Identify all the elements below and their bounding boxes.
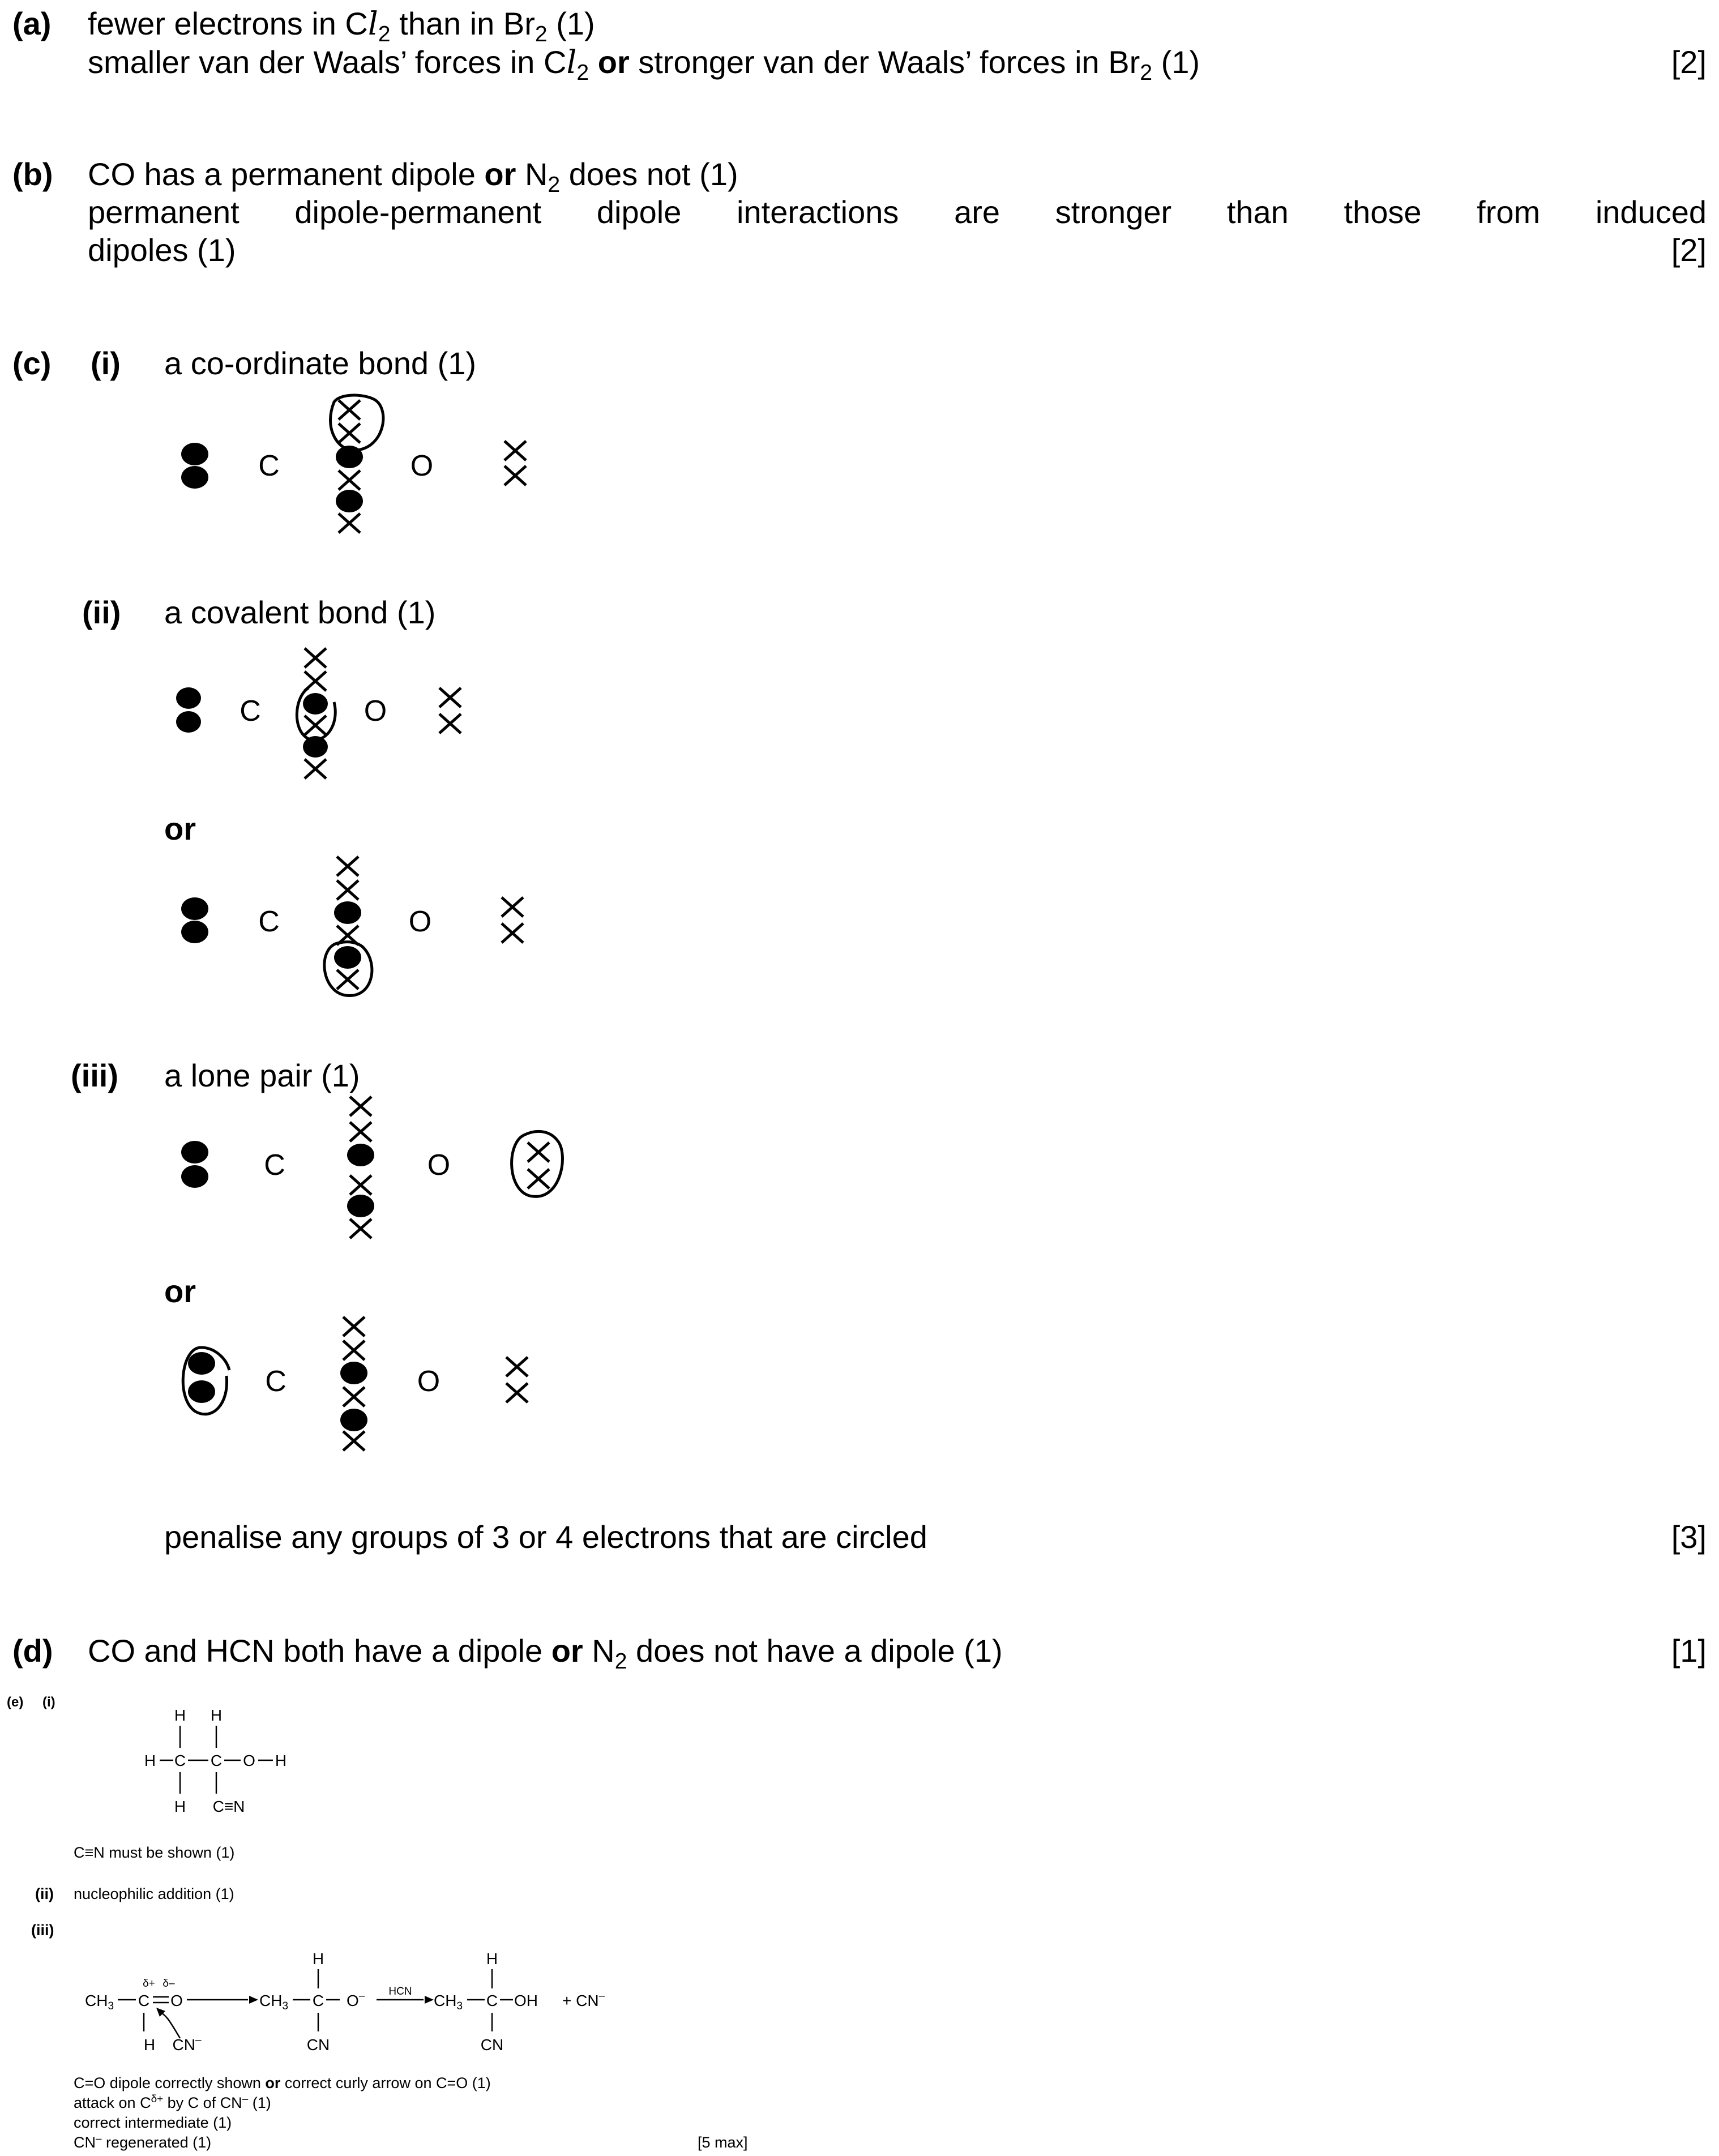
electron-dot <box>188 1380 215 1403</box>
part-b-line-3: dipoles (1) <box>88 232 236 268</box>
superscript: – <box>242 2093 249 2105</box>
note-text: regenerated (1) <box>101 2134 212 2151</box>
ch3-group: $CH_3$ <box>259 1992 289 2012</box>
oxygen-symbol: O <box>410 450 434 482</box>
atom-h: H <box>275 1752 287 1769</box>
carbon-symbol: C <box>264 1149 285 1182</box>
part-d-text <box>88 1632 1003 1674</box>
part-c-penalty: penalise any groups of 3 or 4 electrons that are circled <box>164 1519 927 1555</box>
part-a-mark: [2] <box>1671 44 1707 80</box>
diagram-c-iii-b <box>183 1317 528 1451</box>
nitrile-group: CN <box>480 2036 504 2054</box>
part-d-mark: [1] <box>1671 1633 1707 1669</box>
subscript: 2 <box>378 22 391 47</box>
electron-cross <box>339 424 360 443</box>
ch3-group: $CH_3$ <box>85 1992 114 2012</box>
superscript: δ+ <box>151 2093 164 2105</box>
subscript: 2 <box>614 1649 627 1674</box>
curly-arrow <box>159 2011 180 2038</box>
atom-h: H <box>144 1752 156 1769</box>
electron-dot <box>347 1195 374 1217</box>
part-c-iii-label: (iii) <box>71 1058 118 1093</box>
electron-cross <box>339 400 360 420</box>
part-b-mark: [2] <box>1671 232 1707 268</box>
superscript: – <box>96 2133 102 2145</box>
part-b-label: (b) <box>12 156 53 192</box>
part-e-i-label: (i) <box>42 1695 55 1710</box>
oxide-ion: O– <box>347 1990 365 2009</box>
circle-mark <box>512 1131 563 1196</box>
regenerated-cyanide: + CN– <box>562 1990 605 2009</box>
subscript: 2 <box>548 173 561 198</box>
note-text: correct curly arrow on C=O (1) <box>280 2074 491 2091</box>
electron-cross <box>350 1175 371 1195</box>
carbon-symbol: C <box>258 450 280 482</box>
part-c-mark: [3] <box>1671 1519 1707 1555</box>
electron-dot <box>336 490 363 512</box>
part-a-label: (a) <box>12 6 52 41</box>
reagent-hcn: HCN <box>388 1986 412 1997</box>
electron-cross <box>337 970 358 989</box>
part-c-iii-text: a lone pair (1) <box>164 1058 360 1093</box>
hydroxyl-group: OH <box>514 1992 538 2009</box>
part-a-line-1-pre: fewer electrons in C <box>88 6 368 41</box>
carbon-symbol: C <box>258 905 280 938</box>
part-e-iii-label: (iii) <box>31 1922 54 1939</box>
structure-e-i <box>144 1706 286 1815</box>
part-b-line-1-pre: CO has a permanent dipole <box>88 156 485 192</box>
electron-cross <box>337 880 358 900</box>
electron-cross <box>504 466 526 485</box>
part-e-iii-note-4 <box>74 2133 211 2152</box>
part-e-i-note: C≡N must be shown (1) <box>74 1844 235 1861</box>
electron-cross <box>350 1097 371 1116</box>
electron-cross <box>502 923 523 943</box>
atom-h: H <box>143 2036 156 2054</box>
part-b-line-1-post: does not (1) <box>560 156 738 192</box>
electron-cross <box>339 470 360 490</box>
electron-dot <box>181 921 208 943</box>
diagram-c-iii-a <box>181 1097 562 1238</box>
part-c-iii-or: or <box>164 1273 196 1309</box>
part-a-line-2-p1: smaller van der Waals’ forces in C <box>88 44 567 80</box>
part-c-label: (c) <box>12 345 52 381</box>
or-keyword: or <box>597 44 630 80</box>
electron-cross <box>350 1219 371 1238</box>
electron-cross <box>439 714 461 733</box>
electron-cross <box>343 1317 365 1336</box>
electron-cross <box>528 1143 549 1162</box>
oxygen-symbol: O <box>364 695 387 728</box>
chlorine-l: l <box>566 44 577 81</box>
electron-cross <box>305 716 326 735</box>
part-d-text-post: does not have a dipole (1) <box>627 1633 1003 1669</box>
electron-dot <box>340 1362 367 1384</box>
subscript: 2 <box>534 22 548 47</box>
part-c-ii-label: (ii) <box>82 594 121 630</box>
chlorine-l: l <box>367 6 378 42</box>
cyanide-ion: CN– <box>172 2034 202 2054</box>
or-keyword: or <box>551 1633 583 1669</box>
electron-dot <box>181 466 208 489</box>
part-a-line-1-post: (1) <box>547 6 595 41</box>
electron-dot <box>181 897 208 920</box>
electron-dot <box>181 1165 208 1188</box>
atom-o: O <box>243 1752 255 1769</box>
delta-minus: δ– <box>163 1978 175 1990</box>
diagram-c-ii-b <box>181 857 523 996</box>
note-text: attack on C <box>74 2094 151 2111</box>
carbon-symbol: C <box>265 1365 286 1398</box>
electron-cross <box>337 857 358 876</box>
note-text: CN <box>74 2134 96 2151</box>
oxygen-symbol: O <box>427 1149 451 1182</box>
electron-cross <box>339 514 360 533</box>
subscript: 2 <box>576 61 589 85</box>
electron-cross <box>506 1383 528 1402</box>
electron-dot <box>188 1352 215 1375</box>
part-a-line-1-mid: than in Br <box>390 6 535 41</box>
electron-cross <box>502 897 523 917</box>
electron-dot <box>340 1409 367 1431</box>
part-b-line-2: permanent dipole-permanent dipole interactions are stronger than those from induced <box>88 194 1707 230</box>
mechanism-e-iii <box>85 1950 605 2054</box>
atom-o: O <box>170 1992 183 2009</box>
atom-c: C <box>210 1752 223 1769</box>
part-a-line-2-p2: stronger van der Waals’ forces in Br <box>629 44 1140 80</box>
electron-dot <box>334 901 361 924</box>
part-d-text-mid: N <box>583 1633 615 1669</box>
oxygen-symbol: O <box>417 1365 441 1398</box>
arrow-head <box>249 1996 258 2004</box>
or-keyword: or <box>265 2074 281 2091</box>
part-e-ii-label: (ii) <box>35 1885 54 1902</box>
part-c-ii-text: a covalent bond (1) <box>164 594 436 630</box>
atom-c: C <box>174 1752 186 1769</box>
electron-cross <box>504 441 526 460</box>
part-e-iii-note-2 <box>74 2093 271 2112</box>
part-e-iii-note-3: correct intermediate (1) <box>74 2114 232 2131</box>
electron-dot <box>181 443 208 465</box>
carbon-symbol: C <box>240 695 261 728</box>
note-text: (1) <box>248 2094 271 2111</box>
electron-dot <box>181 1141 208 1163</box>
atom-h: H <box>312 1950 324 1967</box>
electron-dot <box>334 946 361 969</box>
atom-h: H <box>210 1706 223 1724</box>
electron-cross <box>343 1387 365 1406</box>
note-text: C=O dipole correctly shown <box>74 2074 266 2091</box>
atom-c: C <box>486 1992 498 2009</box>
part-b-line-1-mid: N <box>516 156 548 192</box>
diagram-c-ii-a <box>176 648 461 778</box>
electron-cross <box>439 688 461 707</box>
nitrile-group: C≡N <box>212 1798 245 1815</box>
ch3-group: $CH_3$ <box>434 1992 463 2012</box>
electron-cross <box>343 1341 365 1360</box>
electron-cross <box>506 1357 528 1376</box>
electron-cross <box>343 1431 365 1451</box>
electron-dot <box>347 1144 374 1166</box>
part-c-i-text: a co-ordinate bond (1) <box>164 345 477 381</box>
delta-plus: δ+ <box>143 1978 155 1990</box>
electron-dot <box>176 711 201 733</box>
diagram-c-i <box>181 395 526 533</box>
part-d-text-pre: CO and HCN both have a dipole <box>88 1633 551 1669</box>
arrow-head <box>425 1996 434 2004</box>
electron-cross <box>528 1169 549 1188</box>
part-c-i-label: (i) <box>91 345 121 381</box>
electron-dot <box>303 693 328 715</box>
part-d-label: (d) <box>12 1633 53 1669</box>
note-text: by C of CN <box>163 2094 242 2111</box>
atom-h: H <box>174 1798 186 1815</box>
part-c-ii-or: or <box>164 811 196 846</box>
electron-dot <box>176 687 201 709</box>
part-e-iii-note-1 <box>74 2073 491 2093</box>
atom-h: H <box>486 1950 498 1967</box>
atom-c: C <box>312 1992 324 2009</box>
or-keyword: or <box>484 156 516 192</box>
electron-cross <box>350 1122 371 1141</box>
atom-h: H <box>174 1706 186 1724</box>
subscript: 2 <box>1140 61 1153 85</box>
part-e-label: (e) <box>7 1695 24 1710</box>
atom-c: C <box>138 1992 150 2009</box>
part-e-mark: [5 max] <box>698 2134 748 2151</box>
part-a-line-2-post: (1) <box>1152 44 1200 80</box>
oxygen-symbol: O <box>408 905 432 938</box>
electron-cross <box>305 759 326 778</box>
electron-cross <box>305 648 326 668</box>
nitrile-group: CN <box>306 2036 330 2054</box>
part-e-ii-text: nucleophilic addition (1) <box>74 1885 234 1902</box>
